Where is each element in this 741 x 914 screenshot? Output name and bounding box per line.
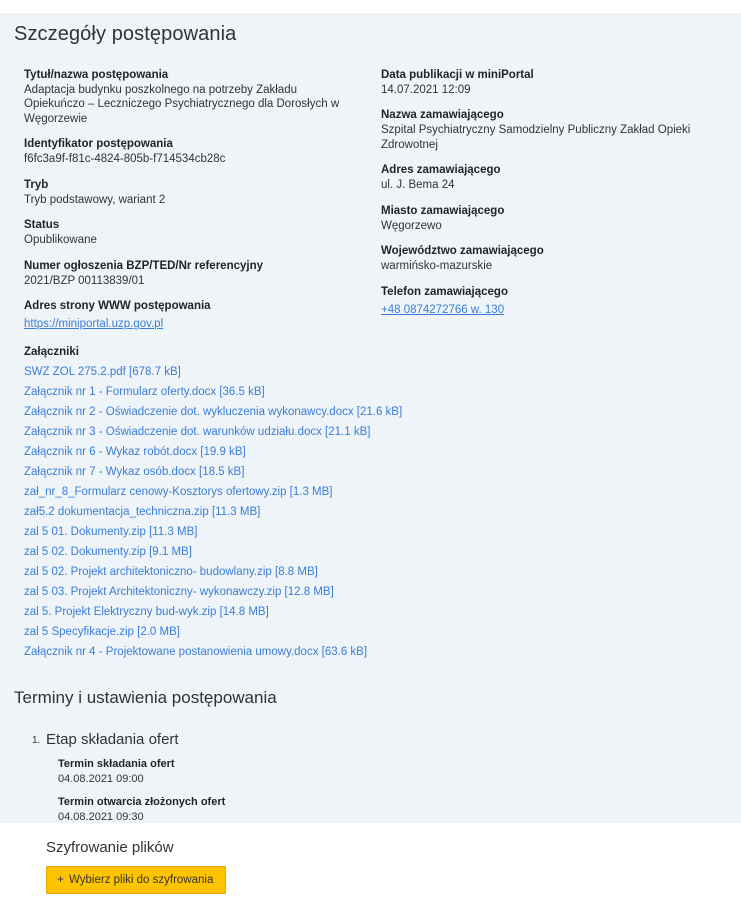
field-value: 14.07.2021 12:09: [381, 83, 471, 96]
stages-list: [0, 729, 741, 894]
attachment-link[interactable]: Załącznik nr 2 - Oświadczenie dot. wykluczenia wykonawcy.docx [21.6 kB]: [24, 406, 403, 419]
field-termin-skladania-ofert: [46, 757, 741, 787]
field-adres-zamawiajacego: [381, 163, 741, 193]
field-telefon-zamawiajacego: [381, 285, 741, 318]
attachment-link[interactable]: zal 5. Projekt Elektryczny bud-wyk.zip [14.8 MB]: [24, 606, 269, 619]
attachments-section: [0, 346, 741, 662]
field-label: Termin składania ofert: [58, 757, 175, 770]
button-label: Wybierz pliki do szyfrowania: [69, 873, 214, 886]
field-tryb: [24, 178, 345, 208]
field-tytul-postepowania: [24, 68, 345, 127]
bottom-spacer: [0, 894, 741, 914]
field-label: Adres strony WWW postępowania: [24, 300, 211, 313]
field-value: Szpital Psychiatryczny Samodzielny Publiczny Zakład Opieki Zdrowotnej: [381, 124, 691, 151]
attachment-link[interactable]: Załącznik nr 6 - Wykaz robót.docx [19.9 kB]: [24, 446, 246, 459]
field-label: Data publikacji w miniPortal: [381, 68, 534, 81]
details-left-column: [0, 68, 345, 344]
field-value: ul. J. Bema 24: [381, 179, 455, 192]
terms-section-title: Terminy i ustawienia postępowania: [14, 688, 277, 708]
attachment-link[interactable]: Załącznik nr 3 - Oświadczenie dot. warunków udziału.docx [21.1 kB]: [24, 426, 371, 439]
field-miasto-zamawiajacego: [381, 204, 741, 234]
stage-title: Etap składania ofert: [46, 730, 179, 748]
field-label: Numer ogłoszenia BZP/TED/Nr referencyjny: [24, 259, 264, 272]
field-value: Tryb podstawowy, wariant 2: [24, 193, 166, 206]
field-label: Województwo zamawiającego: [381, 245, 544, 258]
attachments-heading: Załączniki: [24, 346, 79, 359]
details-columns: [0, 68, 741, 344]
encryption-title: Szyfrowanie plików: [46, 838, 174, 856]
field-value: 04.08.2021 09:30: [58, 811, 144, 823]
stage-item: [32, 729, 741, 894]
field-label: Status: [24, 219, 60, 232]
attachment-link[interactable]: SWZ ZOL 275.2.pdf [678.7 kB]: [24, 366, 181, 379]
field-numer-ogloszenia: [24, 259, 345, 289]
attachment-link[interactable]: zal 5 Specyfikacje.zip [2.0 MB]: [24, 626, 180, 639]
attachment-link[interactable]: zal 5 01. Dokumenty.zip [11.3 MB]: [24, 526, 198, 539]
field-value: Adaptacja budynku poszkolnego na potrzeby Zakładu Opiekuńczo – Leczniczego Psychiatrycznego dla Dorosłych w Węgorzewie: [24, 83, 340, 125]
field-value: 2021/BZP 00113839/01: [24, 274, 145, 287]
postepowanie-details-page: [0, 13, 741, 886]
field-status: [24, 218, 345, 248]
plus-icon: +: [57, 871, 65, 886]
choose-files-to-encrypt-button[interactable]: [46, 866, 226, 894]
field-value: f6fc3a9f-f81c-4824-805b-f714534cb28c: [24, 153, 226, 166]
field-wojewodztwo-zamawiajacego: [381, 244, 741, 274]
attachment-link[interactable]: zal 5 03. Projekt Architektoniczny- wykonawczy.zip [12.8 MB]: [24, 586, 334, 599]
field-label: Telefon zamawiającego: [381, 285, 508, 298]
attachment-link[interactable]: Załącznik nr 1 - Formularz oferty.docx [36.5 kB]: [24, 386, 265, 399]
field-label: Adres zamawiającego: [381, 164, 501, 177]
details-right-column: [345, 68, 741, 344]
field-value: warmińsko-mazurskie: [381, 260, 493, 273]
field-label: Nazwa zamawiającego: [381, 109, 504, 122]
field-value: Węgorzewo: [381, 219, 442, 232]
attachment-link[interactable]: zał_nr_8_Formularz cenowy-Kosztorys ofertowy.zip [1.3 MB]: [24, 486, 333, 499]
field-data-publikacji: [381, 68, 741, 98]
page-title: Szczegóły postępowania: [14, 23, 237, 46]
field-value: Opublikowane: [24, 234, 97, 247]
field-label: Miasto zamawiającego: [381, 204, 505, 217]
attachment-link[interactable]: zal 5 02. Projekt architektoniczno- budowlany.zip [8.8 MB]: [24, 566, 318, 579]
attachment-link[interactable]: zał5.2 dokumentacja_techniczna.zip [11.3 MB]: [24, 506, 261, 519]
field-nazwa-zamawiajacego: [381, 108, 741, 152]
field-label: Identyfikator postępowania: [24, 138, 173, 151]
postepowanie-www-link[interactable]: https://miniportal.uzp.gov.pl: [24, 318, 164, 331]
field-label: Tytuł/nazwa postępowania: [24, 68, 169, 81]
field-label: Termin otwarcia złożonych ofert: [58, 796, 226, 808]
field-value: 04.08.2021 09:00: [58, 772, 144, 785]
stage-number: 1.: [32, 734, 41, 746]
field-label: Tryb: [24, 178, 49, 191]
field-identyfikator-postepowania: [24, 137, 345, 167]
telefon-link[interactable]: +48 0874272766 w. 130: [381, 303, 505, 316]
attachment-link[interactable]: zal 5 02. Dokumenty.zip [9.1 MB]: [24, 546, 192, 559]
attachment-link[interactable]: Załącznik nr 4 - Projektowane postanowienia umowy.docx [63.6 kB]: [24, 646, 368, 659]
field-adres-www: [24, 299, 345, 332]
attachment-link[interactable]: Załącznik nr 7 - Wykaz osób.docx [18.5 kB]: [24, 466, 245, 479]
